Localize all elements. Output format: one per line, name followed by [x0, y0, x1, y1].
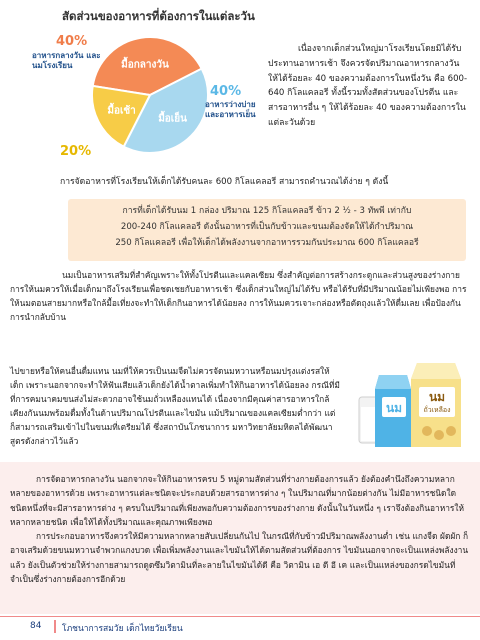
lunch-pct-label: 40%	[56, 34, 88, 49]
highlight-line-2: 200-240 กิโลแคลอรี ดังนั้นอาหารที่เป็นกับข้าวและขนมต้องจัดให้ได้กำปริมาณ	[120, 222, 414, 232]
soy-carton-sub-label: ถั่วเหลือง	[423, 406, 451, 414]
highlight-line-3: 250 กิโลแคลอรี เพื่อให้เด็กได้พลังงานจากอาหารรวมกันประมาณ 600 กิโลแคลอรี	[115, 238, 419, 248]
variety-paragraph-1: การจัดอาหารกลางวัน นอกจากจะให้กินอาหารครบ 5 หมู่ตามสัดส่วนที่ร่างกายต้องการแล้ว ยังต้องคำนึงถึงความหลากหลายของอาหารด้วย เพราะอาหารแต่ละชนิดจะประกอบด้วยสารอาหารต่าง ๆ ในปริมาณที่มากน้อยต่างกัน ไม่มีอาหารชนิดใดชนิดหนึ่งที่จะมีสารอาหารต่าง ๆ ครบในปริมาณที่เพียงพอกับความต้องการของร่างกาย ดังนั้นในวันหนึ่ง ๆ เราจึงต้องกินอาหารให้หลากหลายชนิด เพื่อให้ได้ทั้งปริมาณและคุณภาพเพียงพอ	[10, 474, 465, 527]
variety-section	[10, 472, 472, 586]
intro-calculation-line: การจัดอาหารที่โรงเรียนให้เด็กได้รับคนละ 600 กิโลแคลอรี สามารถคำนวณได้ง่าย ๆ ดังนี้	[60, 177, 389, 187]
pie-slice-label-2: มื้อเช้า	[107, 105, 136, 117]
intro-paragraph: เนื่องจากเด็กส่วนใหญ่มาโรงเรียนโดยมิได้รับประทานอาหารเช้า จึงควรจัดปริมาณอาหารกลางวันให้ได้ร้อยละ 40 ของความต้องการในหนึ่งวัน คือ 600-640 กิโลแคลอรี ทั้งนี้รวมทั้งสัดส่วนของโปรตีน และสารอาหารอื่น ๆ ให้ได้ร้อยละ 40 ของความต้องการในแต่ละวันด้วย	[268, 44, 468, 128]
chart-title: สัดส่วนของอาหารที่ต้องการในแต่ละวัน	[62, 9, 255, 23]
footer-separator	[54, 620, 56, 633]
pie-slice-label-1: มื้อเย็น	[158, 113, 187, 125]
variety-paragraph-2: การประกอบอาหารจึงควรให้มีความหลากหลายสับเปลี่ยนกันไป ในกรณีที่กับข้าวมีปริมาณพลังงานต่ำ เช่น แกงจืด ผัดผัก ก็อาจเสริมด้วยขนมหวานจำพวกแกงบวด เพื่อเพิ่มพลังงานและไขมันให้ได้ตามสัดส่วนที่ต้องการ ไขมันนอกจากจะเป็นแหล่งพลังงานแล้ว ยังเป็นตัวช่วยให้ร่างกายสามารถดูดซึมวิตามินที่ละลายในไขมันได้ดี คือ วิตามิน เอ ดี อี เค และเป็นแหล่งของกรดไขมันที่จำเป็นซึ่งร่างกายต้องการอีกด้วย	[10, 531, 469, 585]
breakfast-pct-label: 20%	[60, 144, 92, 159]
milk-paragraph-narrow: ไปขายหรือให้คนอื่นดื่มแทน นมที่ให้ควรเป็นนมจืดไม่ควรจัดนมหวานหรือนมปรุงแต่งรสให้เด็ก เพราะนอกจากจะทำให้ฟันเสียแล้วเด็กยังได้น้ำตาลเพิ่มทำให้กินอาหารได้น้อยลง กรณีที่มีที่การคมนาคมขนส่งไม่สะดวกอาจใช้นมถั่วเหลืองแทนได้ เนื่องจากมีคุณค่าสารอาหารใกล้เคียงกันนมพร้อมดื่มทั้งในด้านปริมาณโปรตีนและไขมัน แม้ปริมาณของแคลเซียมต่ำกว่า แต่ก็สามารถเสริมเข้าไปในขนมที่เตรียมได้ ซึ่งสถาบันโภชนาการ มหาวิทยาลัยมหิดลได้พัฒนาสูตรดังกล่าวไว้แล้ว	[10, 366, 340, 447]
milk-paragraph-wide: นมเป็นอาหารเสริมที่สำคัญเพราะให้ทั้งโปรตีนและแคลเซียม ซึ่งสำคัญต่อการสร้างกระดูกและส่วนสูงของร่างกาย การให้นมควรให้เมื่อเด็กมาถึงโรงเรียนเพื่อชดเชยกับอาหารเช้า ซึ่งเด็กส่วนใหญ่ไม่ได้รับ หรือได้รับที่มีปริมาณน้อยไม่เพียงพอ การให้นมตอนสายมากหรือใกล้มื้อเที่ยงจะทำให้เด็กกินอาหารได้น้อยลง การให้นมควรเจาะกล่องหรือตัดถุงแล้วให้ดื่มเลย เพื่อป้องกันการนำกลับบ้าน	[10, 270, 467, 323]
page-number: 84	[30, 621, 42, 631]
milk-cartons-illustration	[355, 355, 475, 455]
milk-carton-label: นม	[385, 401, 403, 415]
pie-slice-label-0: มื้อกลางวัน	[121, 59, 169, 71]
calorie-highlight-box	[68, 199, 466, 261]
lunch-side-label: อาหารกลางวัน และนมโรงเรียน	[32, 51, 101, 70]
dinner-pct-label: 40%	[210, 84, 242, 99]
soy-carton-label: นม	[428, 390, 446, 404]
pie-group	[92, 37, 208, 153]
footer-title: โภชนาการสมวัย เด็กไทยวัยเรียน	[62, 624, 183, 634]
highlight-line-1: การที่เด็กได้รับนม 1 กล่อง ปริมาณ 125 กิโลแคลอรี ข้าว 2 ½ - 3 ทัพพี เท่ากับ	[122, 206, 412, 216]
footer-divider	[0, 616, 480, 617]
dinner-side-label: อาหารว่างบ่าย และอาหารเย็น	[205, 100, 256, 119]
